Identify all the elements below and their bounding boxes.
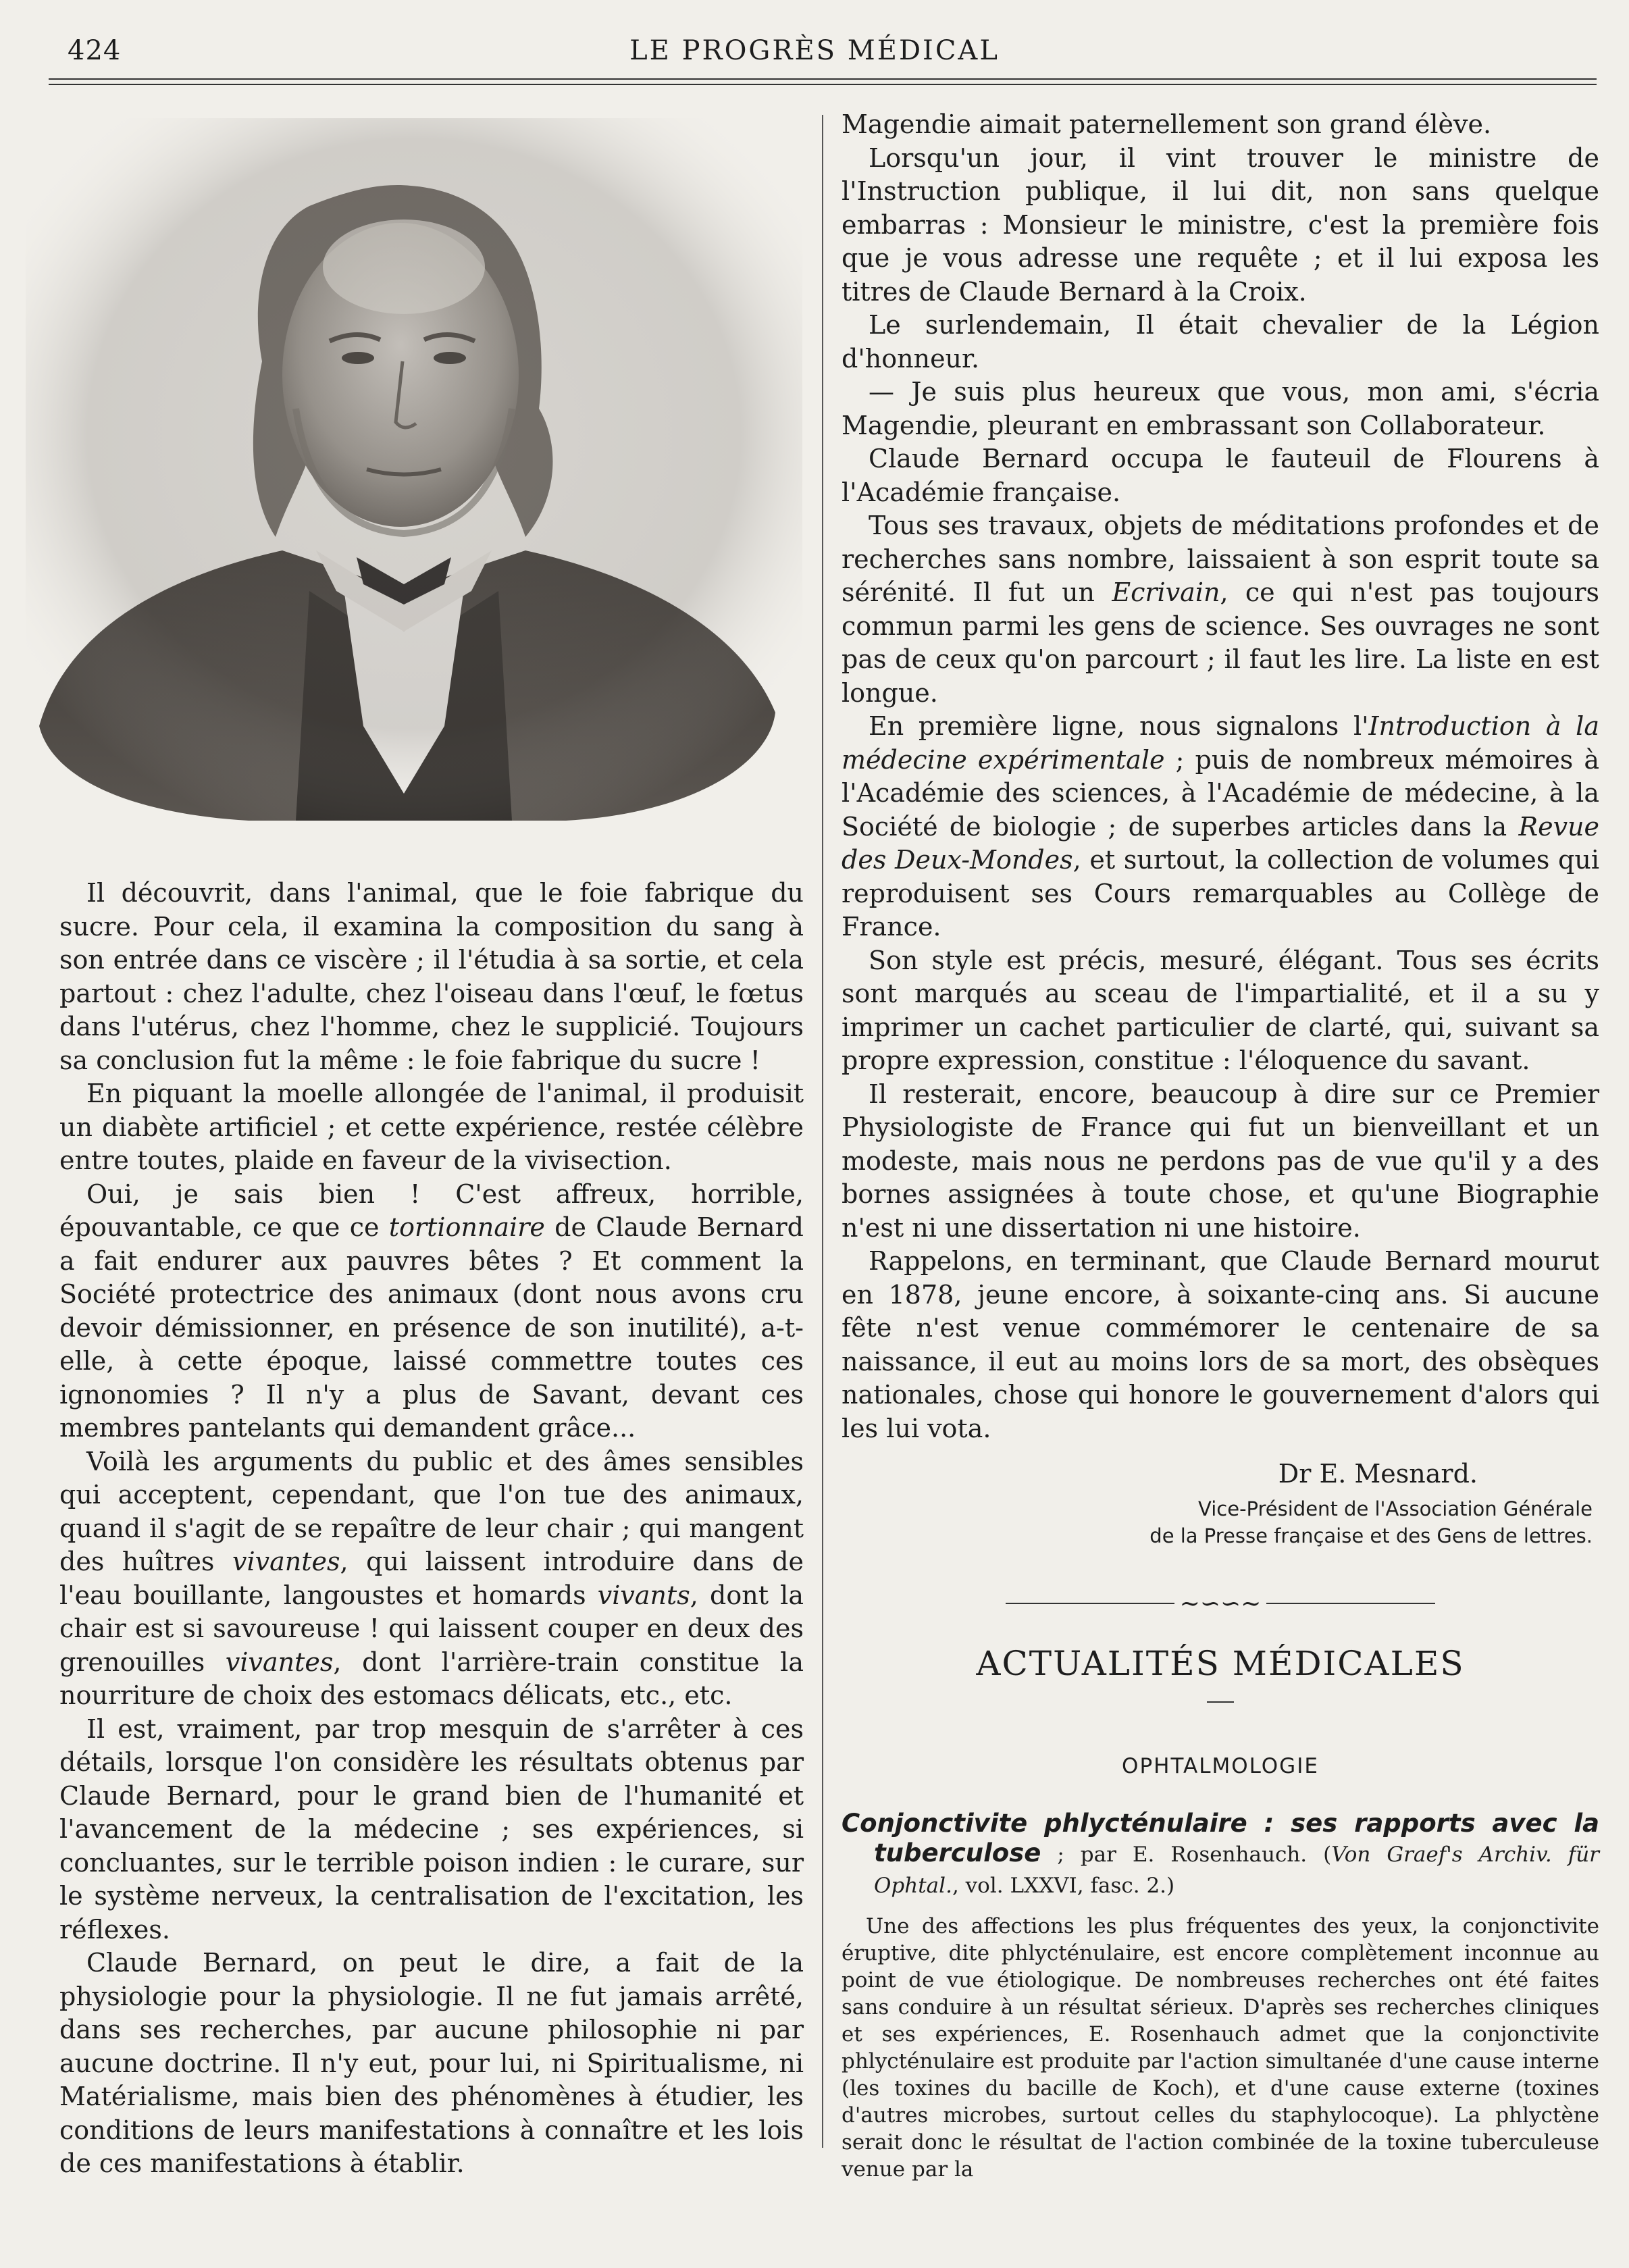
article-author: ; par E. Rosenhauch. ( [1041, 1842, 1332, 1867]
author-title-line: Vice-Président de l'Association Générale [1198, 1497, 1593, 1520]
column-divider [822, 115, 823, 2148]
author-title [842, 1495, 1599, 1549]
paragraph: Claude Bernard occupa le fauteuil de Flourens à l'Académie française. [842, 444, 1599, 507]
paragraph: Il est, vraiment, par trop mesquin de s'arrêter à ces détails, lorsque l'on considère les résultats obtenus par Claude Bernard, pour le grand bien de l'humanité et l'avancement de la médecine ; ses expériences, si concluantes, sur le terrible poison indien : le curare, sur le système nerveux, la centralisation de l'excitation, les réflexes. [59, 1713, 804, 1944]
paragraph: Une des affections les plus fréquentes des yeux, la conjonctivite éruptive, dite phlycténulaire, est encore complètement inconnue au point de vue étiologique. De nombreuses recherches ont été faites sans conduire à un résultat sérieux. D'après ses recherches cliniques et ses expériences, E. Rosenhauch admet que la conjonctivite phlycténulaire est produite par l'action simultanée d'une cause interne (les toxines du bacille de Koch), et d'une cause externe (toxines d'autres microbes, surtout celles du staphylocoque). La phlyctène serait donc le résultat de l'action combinée de la toxine tuberculeuse venue par la [842, 1914, 1599, 2182]
paragraph: Oui, je sais bien ! C'est affreux, horrible, épouvantable, ce que ce tortionnaire de Claude Bernard a fait endurer aux pauvres bêtes ? Et comment la Société protectrice des animaux (dont nous avons cru devoir démissionner, en présence de son inutilité), a-t-elle, à cette époque, laissé commettre toutes ces ignonomies ? Il n'y a plus de Savant, devant ces membres pantelants qui demandent grâce... [59, 1179, 804, 1443]
ornament-line [1266, 1603, 1435, 1604]
ornament-line [1006, 1603, 1174, 1604]
paragraph: Il découvrit, dans l'animal, que le foie fabrique du sucre. Pour cela, il examina la composition du sang à son entrée dans ce viscère ; il l'étudia à sa sortie, et cela partout : chez l'adulte, chez l'oiseau dans l'œuf, le fœtus dans l'utérus, chez l'homme, chez le supplicié. Toujours sa conclusion fut la même : le foie fabrique du sucre ! [59, 878, 804, 1075]
paragraph: En première ligne, nous signalons l'Introduction à la médecine expérimentale ; puis de nombreux mémoires à l'Académie des sciences, à l'Académie de médecine, à la Société de biologie ; de superbes articles dans la Revue des Deux-Mondes, et surtout, la collection de volumes qui reproduisent ses Cours remarquables au Collège de France. [842, 711, 1600, 942]
article-journal: Von Graef's Archiv. für Ophtal. [874, 1842, 1599, 1898]
paragraph: En piquant la moelle allongée de l'animal, il produisit un diabète artificiel ; et cette expérience, restée célèbre entre toutes, plaide en faveur de la vivisection. [59, 1079, 804, 1175]
article-citation-end: , vol. LXXVI, fasc. 2.) [952, 1874, 1175, 1898]
continuation-line: Magendie aimait paternellement son grand élève. [842, 109, 1492, 139]
right-column [842, 108, 1599, 2183]
paragraph: Son style est précis, mesuré, élégant. Tous ses écrits sont marqués au sceau de l'impartialité, et il a su y imprimer un cachet particulier de clarté, qui, suivant sa propre expression, constitue : l'éloquence du savant. [842, 945, 1599, 1075]
header-rule [49, 78, 1597, 80]
section-heading: ACTUALITÉS MÉDICALES [976, 1644, 1465, 1683]
paragraph: Rappelons, en terminant, que Claude Bernard mourut en 1878, jeune encore, à soixante-cinq ans. Si aucune fête n'est venue commémorer le centenaire de sa naissance, il eut au moins lors de sa mort, des obsèques nationales, chose qui honore le gouvernement d'alors qui les lui vota. [842, 1246, 1599, 1443]
author-signature: Dr E. Mesnard. [1278, 1459, 1478, 1489]
paragraph: — Je suis plus heureux que vous, mon ami, s'écria Magendie, pleurant en embrassant son Collaborateur. [842, 377, 1599, 440]
left-column [59, 877, 804, 2181]
article-title [842, 1809, 1599, 1901]
paragraph: Lorsqu'un jour, il vint trouver le ministre de l'Instruction publique, il lui dit, non sans quelque embarras : Monsieur le ministre, c'est la première fois que je vous adresse une requête ; et il lui exposa les titres de Claude Bernard à la Croix. [842, 143, 1599, 307]
ornament-flourish: ~∽∽~ [1179, 1589, 1262, 1618]
header-rule-double [49, 84, 1597, 85]
paragraph: Tous ses travaux, objets de méditations profondes et de recherches sans nombre, laissaient à son esprit toute sa sérénité. Il fut un Ecrivain, ce qui n'est pas toujours commun parmi les gens de science. Ses ouvrages ne sont pas de ceux qu'on parcourt ; il faut les lire. La liste en est longue. [842, 511, 1600, 708]
page-number: 424 [68, 35, 122, 66]
paragraph: Claude Bernard, on peut le dire, a fait de la physiologie pour la physiologie. Il ne fut jamais arrêté, dans ses recherches, par aucune philosophie ni par aucune doctrine. Il n'y eut, pour lui, ni Spiritualisme, ni Matérialisme, mais bien des phénomènes à étudier, les conditions de leurs manifestations à connaître et les lois de ces manifestations à établir. [59, 1948, 804, 2178]
paragraph: Le surlendemain, Il était chevalier de la Légion d'honneur. [842, 310, 1599, 373]
author-title-line: de la Presse française et des Gens de lettres. [1149, 1524, 1593, 1547]
running-title: LE PROGRÈS MÉDICAL [629, 35, 1000, 66]
paragraph: Voilà les arguments du public et des âmes sensibles qui acceptent, cependant, que l'on tue des animaux, quand il s'agit de se repaître de leur chair ; qui mangent des huîtres vivantes, qui laissent introduire dans de l'eau bouillante, langoustes et homards vivants, dont la chair est si savoureuse ! qui laissent couper en deux des grenouilles vivantes, dont l'arrière-train constitue la nourriture de choix des estomacs délicats, etc., etc. [59, 1446, 804, 1710]
article-title-main: Conjonctivite phlycténulaire : ses rapports avec la tuberculose [842, 1809, 1599, 1867]
section-heading-rule [1207, 1701, 1234, 1703]
subsection-heading: OPHTALMOLOGIE [1122, 1753, 1319, 1778]
section-ornament [842, 1587, 1599, 1621]
portrait-engraving [26, 118, 802, 821]
paragraph: Il resterait, encore, beaucoup à dire sur ce Premier Physiologiste de France qui fut un bienveillant et un modeste, mais nous ne perdons pas de vue qu'il y a des bornes assignées à toute chose, et qu'une Biographie n'est ni une dissertation ni une histoire. [842, 1079, 1599, 1243]
article-body [842, 1913, 1599, 2183]
